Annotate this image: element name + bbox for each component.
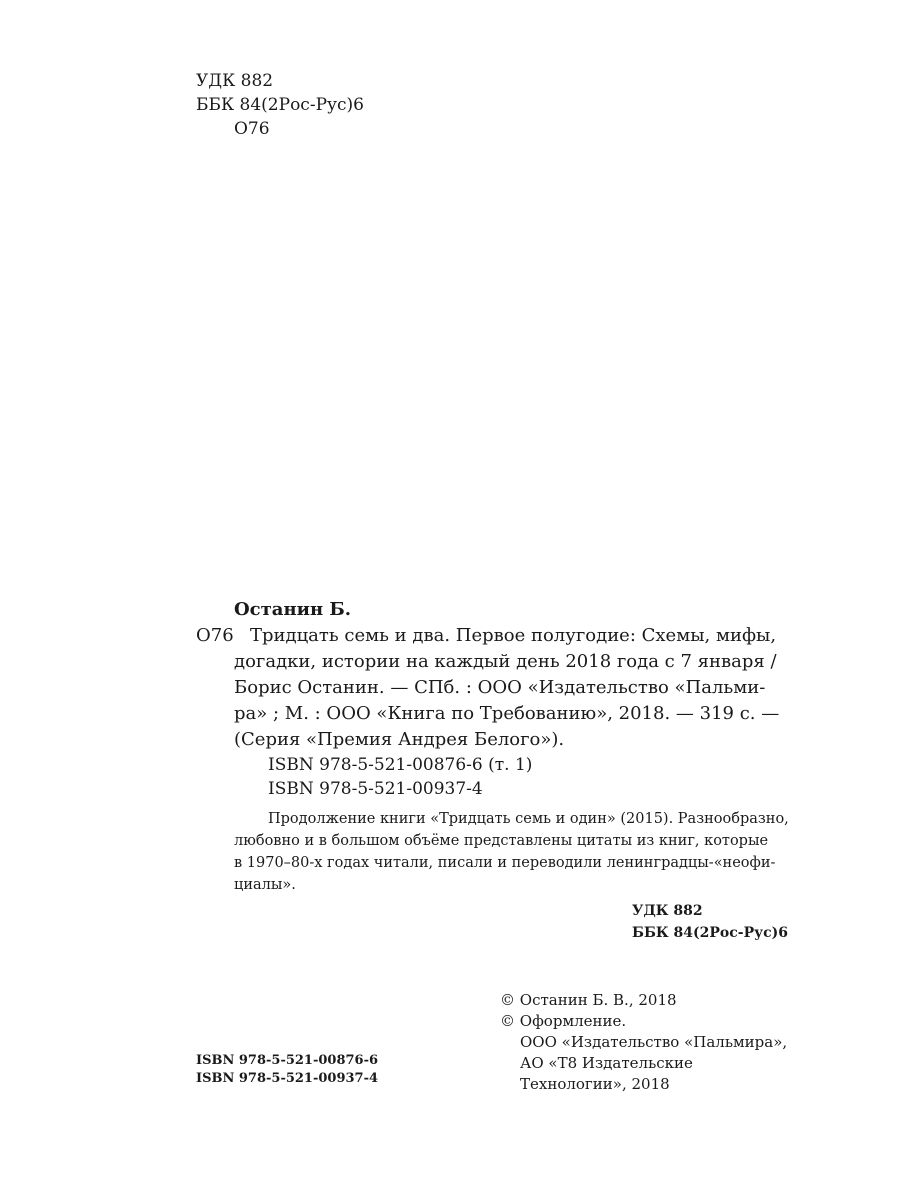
udk-code: УДК 882 [196,71,274,91]
description-line: ра» ; М. : ООО «Книга по Требованию», 2018. — 319 с. — [234,703,780,724]
description-line: (Серия «Премия Андрея Белого»). [234,729,565,750]
udk-code-right: УДК 882 [632,903,703,919]
copyright-publisher-line: ООО «Издательство «Пальмира», [520,1033,788,1051]
author-name: Останин Б. [234,599,352,620]
isbn-bottom-volume: ISBN 978-5-521-00876-6 [196,1053,379,1068]
copyright-publisher-line: Технологии», 2018 [520,1075,670,1093]
author-mark-entry: О76 [196,625,234,646]
isbn-volume-1: ISBN 978-5-521-00876-6 (т. 1) [268,755,533,775]
isbn-bottom-series: ISBN 978-5-521-00937-4 [196,1071,379,1086]
bbk-code: ББК 84(2Рос-Рус)6 [196,95,364,115]
copyright-publisher-line: АО «Т8 Издательские [520,1054,693,1072]
copyright-author: © Останин Б. В., 2018 [500,991,677,1009]
description-line: Тридцать семь и два. Первое полугодие: Схемы, мифы, [250,625,777,646]
author-mark-top: О76 [234,119,270,139]
annotation-line: циалы». [234,877,296,893]
description-line: догадки, истории на каждый день 2018 года с 7 января / [234,651,777,672]
annotation-line: любовно и в большом объёме представлены цитаты из книг, которые [234,833,769,849]
annotation-line: Продолжение книги «Тридцать семь и один» (2015). Разнообразно, [268,811,789,827]
copyright-design: © Оформление. [500,1012,627,1030]
annotation-line: в 1970–80-х годах читали, писали и переводили ленинградцы-«неофи- [234,855,776,871]
isbn-series: ISBN 978-5-521-00937-4 [268,779,483,799]
description-line: Борис Останин. — СПб. : ООО «Издательство «Пальми- [234,677,766,698]
bbk-code-right: ББК 84(2Рос-Рус)6 [632,925,788,941]
